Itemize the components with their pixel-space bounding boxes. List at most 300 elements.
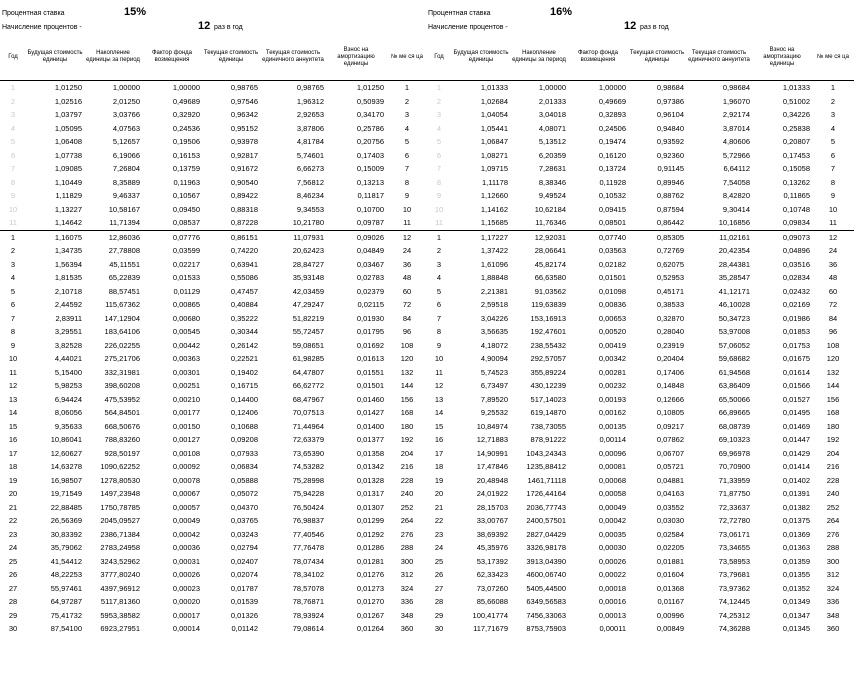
table-cell: 35,28547 — [718, 273, 750, 283]
table-cell: 8 — [436, 327, 442, 337]
table-cell: 0,01368 — [656, 583, 684, 593]
table-cell: 1,88848 — [480, 273, 508, 283]
table-cell: 355,89224 — [530, 367, 566, 377]
col-header-month: № ме ся ца — [812, 34, 854, 81]
table-header-block — [0, 0, 428, 34]
table-cell: 156 — [826, 394, 840, 404]
table-cell: 75,28998 — [292, 475, 324, 485]
table-cell: 0,19402 — [230, 367, 258, 377]
table-cell: 29 — [8, 610, 18, 620]
table-cell: 0,02834 — [782, 273, 810, 283]
table-cell: 0,92817 — [230, 150, 258, 160]
table-cell: 668,50676 — [104, 421, 140, 431]
table-cell: 10,62184 — [534, 204, 566, 214]
table-cell: 5405,44500 — [526, 583, 566, 593]
annual-row — [0, 487, 428, 501]
table-cell: 300 — [400, 556, 414, 566]
annual-row — [0, 474, 428, 488]
table-cell: 4 — [10, 123, 16, 133]
table-cell: 30,83392 — [50, 529, 82, 539]
table-cell: 120 — [826, 354, 840, 364]
table-cell: 27 — [8, 583, 18, 593]
table-cell: 0,01460 — [356, 394, 384, 404]
table-cell: 1,01333 — [782, 83, 810, 93]
table-cell: 11 — [426, 216, 452, 230]
table-cell: 0,98765 — [296, 83, 324, 93]
table-cell: 0,01273 — [356, 583, 384, 593]
table-cell: 20 — [434, 489, 444, 499]
table-cell: 9,49524 — [538, 191, 566, 201]
table-cell: 2,59518 — [480, 300, 508, 310]
table-cell: 71,44964 — [292, 421, 324, 431]
table-cell: 878,91222 — [530, 435, 566, 445]
table-cell: 0,03516 — [782, 259, 810, 269]
table-cell: 0,98684 — [656, 83, 684, 93]
table-cell: 72,72780 — [718, 516, 750, 526]
table-cell: 108 — [826, 340, 840, 350]
table-cell: 1,61096 — [480, 259, 508, 269]
annual-row — [426, 487, 854, 501]
table-cell: 0,86151 — [230, 232, 258, 242]
table-cell: 0,01352 — [782, 583, 810, 593]
table-cell: 66,62772 — [292, 381, 324, 391]
table-cell: 0,20756 — [356, 137, 384, 147]
table-cell: 0,00042 — [598, 516, 626, 526]
table-cell: 20 — [8, 489, 18, 499]
table-cell: 41,54412 — [50, 556, 82, 566]
table-cell: 3,87014 — [722, 123, 750, 133]
table-cell: 1,06408 — [54, 137, 82, 147]
table-cell: 264 — [400, 516, 414, 526]
table-cell: 0,11865 — [783, 191, 810, 201]
table-cell: 65,22839 — [108, 273, 140, 283]
table-cell: 0,20807 — [782, 137, 810, 147]
table-cell: 0,00049 — [598, 502, 626, 512]
table-cell: 0,00031 — [172, 556, 200, 566]
annual-row — [426, 258, 854, 272]
table-cell: 2,92174 — [722, 110, 750, 120]
table-cell: 15 — [8, 421, 18, 431]
table-cell: 1,01250 — [54, 83, 82, 93]
table-cell: 22 — [8, 516, 18, 526]
table-cell: 96 — [402, 327, 412, 337]
table-cell: 24 — [434, 543, 444, 553]
table-cell: 0,01469 — [782, 421, 810, 431]
annual-row — [0, 285, 428, 299]
table-cell: 14 — [8, 408, 18, 418]
table-cell: 7456,33063 — [526, 610, 566, 620]
table-cell: 336 — [400, 597, 414, 607]
table-cell: 51,82219 — [292, 313, 324, 323]
table-cell: 0,01358 — [356, 448, 384, 458]
table-cell: 15 — [434, 421, 444, 431]
table-cell: 0,01328 — [356, 475, 384, 485]
table-cell: 23 — [8, 529, 18, 539]
table-cell: 2,44592 — [54, 300, 82, 310]
annuity-table — [426, 34, 854, 636]
table-cell: 64,47807 — [292, 367, 324, 377]
table-cell: 0,01501 — [598, 273, 626, 283]
table-cell: 78,07434 — [292, 556, 324, 566]
table-cell: 10,58167 — [108, 204, 140, 214]
table-cell: 22 — [434, 516, 444, 526]
table-cell: 0,09415 — [598, 204, 626, 214]
annual-row — [426, 460, 854, 474]
table-cell: 0,00301 — [172, 367, 200, 377]
table-cell: 0,16715 — [230, 381, 258, 391]
table-cell: 3 — [10, 110, 16, 120]
table-cell: 216 — [826, 462, 840, 472]
table-cell: 0,07740 — [598, 232, 626, 242]
table-cell: 0,02182 — [598, 259, 626, 269]
table-cell: 24 — [828, 246, 838, 256]
annual-row — [426, 447, 854, 461]
monthly-row — [0, 95, 428, 109]
table-cell: 73,79681 — [718, 570, 750, 580]
annual-row — [426, 609, 854, 623]
table-cell: 5 — [10, 286, 16, 296]
table-cell: 180 — [400, 421, 414, 431]
table-cell: 117,71679 — [473, 624, 508, 634]
table-cell: 14,63278 — [50, 462, 82, 472]
table-cell: 74,12445 — [718, 597, 750, 607]
annual-row — [0, 244, 428, 258]
table-cell: 76,50424 — [292, 502, 324, 512]
table-cell: 5,13512 — [538, 137, 566, 147]
table-cell: 11,02161 — [719, 232, 750, 242]
table-cell: 1,14642 — [26, 216, 84, 230]
table-cell: 183,64106 — [104, 327, 140, 337]
table-cell: 16 — [8, 435, 18, 445]
table-cell: 0,13759 — [172, 164, 200, 174]
table-cell: 0,10700 — [356, 204, 384, 214]
table-cell: 48,22253 — [50, 570, 82, 580]
table-cell: 288 — [826, 543, 840, 553]
table-cell: 27 — [434, 583, 444, 593]
table-cell: 0,16153 — [172, 150, 200, 160]
rate-value: 16% — [550, 6, 573, 18]
table-cell: 45,11551 — [109, 259, 140, 269]
annual-row — [0, 555, 428, 569]
table-cell: 6 — [10, 150, 16, 160]
table-cell: 1,12660 — [480, 191, 508, 201]
table-cell: 1,03797 — [54, 110, 82, 120]
table-cell: 66,63580 — [534, 273, 566, 283]
table-cell: 0,00162 — [598, 408, 626, 418]
table-cell: 0,07776 — [172, 232, 200, 242]
table-cell: 36 — [828, 259, 838, 269]
table-cell: 2386,71384 — [100, 529, 140, 539]
table-cell: 0,03467 — [356, 259, 384, 269]
table-cell: 0,00026 — [172, 570, 200, 580]
table-cell: 4,07563 — [112, 123, 140, 133]
table-cell: 0,10688 — [230, 421, 258, 431]
col-header-sinking-fund: Фактор фонда возмещения — [568, 34, 628, 81]
table-cell: 11 — [435, 367, 443, 377]
table-cell: 0,04163 — [656, 489, 684, 499]
table-cell: 0,11928 — [599, 177, 626, 187]
table-cell: 10,86041 — [50, 435, 82, 445]
table-cell: 0,06707 — [656, 448, 684, 458]
table-cell: 1 — [830, 83, 836, 93]
table-cell: 2 — [10, 96, 16, 106]
table-cell: 1 — [436, 232, 442, 242]
table-cell: 4,18072 — [480, 340, 508, 350]
table-cell: 0,01675 — [782, 354, 810, 364]
annual-row — [426, 271, 854, 285]
table-cell: 0,01753 — [782, 340, 810, 350]
table-cell: 4 — [436, 273, 442, 283]
table-cell: 72 — [402, 300, 412, 310]
annual-row — [426, 352, 854, 366]
table-cell: 59,68682 — [718, 354, 750, 364]
table-cell: 2 — [404, 96, 410, 106]
table-cell: 3243,52962 — [100, 556, 140, 566]
table-cell: 0,01281 — [356, 556, 384, 566]
table-cell: 1,17227 — [480, 232, 508, 242]
table-cell: 0,01414 — [782, 462, 810, 472]
table-cell: 928,50197 — [104, 448, 140, 458]
table-cell: 6,64112 — [723, 164, 750, 174]
annual-row — [0, 582, 428, 596]
table-cell: 73,97362 — [718, 583, 750, 593]
table-cell: 1,56394 — [54, 259, 82, 269]
table-cell: 26 — [434, 570, 444, 580]
table-cell: 2 — [436, 96, 442, 106]
table-cell: 1235,88412 — [526, 462, 566, 472]
table-cell: 0,09073 — [782, 232, 810, 242]
table-cell: 238,55432 — [530, 340, 566, 350]
table-cell: 27,78808 — [108, 246, 140, 256]
table-cell: 1,04054 — [480, 110, 508, 120]
table-cell: 226,02255 — [104, 340, 140, 350]
table-cell: 0,50939 — [356, 96, 384, 106]
table-cell: 0,25838 — [782, 123, 810, 133]
table-cell: 2036,77743 — [526, 502, 566, 512]
table-cell: 0,00078 — [172, 475, 200, 485]
table-cell: 144 — [400, 381, 414, 391]
table-cell: 0,04370 — [230, 502, 258, 512]
annual-row — [426, 244, 854, 258]
table-cell: 23 — [434, 529, 444, 539]
annual-row — [0, 379, 428, 393]
table-cell: 0,10532 — [598, 191, 626, 201]
table-cell: 0,01363 — [782, 543, 810, 553]
table-cell: 2 — [436, 246, 442, 256]
table-cell: 17 — [434, 448, 444, 458]
table-cell: 0,00114 — [599, 435, 626, 445]
table-cell: 348 — [826, 610, 840, 620]
table-cell: 132 — [400, 367, 414, 377]
annual-row — [426, 528, 854, 542]
table-cell: 0,10805 — [656, 408, 684, 418]
table-cell: 324 — [826, 583, 840, 593]
table-cell: 0,00419 — [598, 340, 626, 350]
table-cell: 0,91672 — [230, 164, 258, 174]
table-cell: 78,57078 — [292, 583, 324, 593]
annual-rows — [426, 230, 854, 636]
table-cell: 72,33637 — [718, 502, 750, 512]
table-cell: 10,16856 — [686, 216, 752, 230]
table-cell: 8 — [10, 177, 16, 187]
table-cell: 3,56635 — [480, 327, 508, 337]
table-cell: 0,01692 — [356, 340, 384, 350]
table-cell: 0,01270 — [356, 597, 384, 607]
table-cell: 2,10718 — [54, 286, 82, 296]
table-cell: 59,08651 — [292, 340, 324, 350]
table-cell: 64,97287 — [50, 597, 82, 607]
annual-row — [0, 420, 428, 434]
table-cell: 11 — [812, 216, 854, 230]
table-cell: 0,49669 — [598, 96, 626, 106]
table-cell: 1278,80530 — [100, 475, 140, 485]
table-cell: 10 — [434, 354, 444, 364]
table-cell: 11 — [0, 216, 26, 230]
table-cell: 0,90540 — [230, 177, 258, 187]
monthly-row — [0, 108, 428, 122]
monthly-row — [0, 203, 428, 217]
table-cell: 21 — [434, 502, 444, 512]
table-cell: 0,05072 — [230, 489, 258, 499]
table-cell: 5953,38582 — [100, 610, 140, 620]
table-cell: 3 — [404, 110, 410, 120]
table-cell: 0,01447 — [782, 435, 810, 445]
table-cell: 0,01495 — [782, 408, 810, 418]
table-cell: 0,03243 — [230, 529, 258, 539]
table-cell: 0,00520 — [598, 327, 626, 337]
table-cell: 61,94568 — [718, 367, 750, 377]
col-header-amortization: Взнос на амортизацию единицы — [752, 34, 812, 81]
table-cell: 0,32920 — [172, 110, 200, 120]
table-cell: 0,14848 — [656, 381, 684, 391]
table-cell: 73,07260 — [476, 583, 508, 593]
table-header-block — [426, 0, 854, 34]
table-cell: 0,11963 — [173, 177, 200, 187]
table-cell: 0,23919 — [656, 340, 684, 350]
table-cell: 61,98285 — [292, 354, 324, 364]
table-cell: 1,09715 — [480, 164, 508, 174]
table-cell: 0,01400 — [356, 421, 384, 431]
table-cell: 0,01129 — [173, 286, 200, 296]
table-cell: 77,40546 — [292, 529, 324, 539]
table-cell: 5 — [830, 137, 836, 147]
table-cell: 0,00836 — [598, 300, 626, 310]
table-cell: 0,01930 — [356, 313, 384, 323]
table-cell: 8 — [830, 177, 836, 187]
monthly-row — [0, 81, 428, 95]
table-cell: 4,44021 — [54, 354, 82, 364]
table-cell: 0,00135 — [598, 421, 626, 431]
table-cell: 332,31981 — [104, 367, 140, 377]
table-cell: 30 — [434, 624, 444, 634]
table-cell: 252 — [400, 502, 414, 512]
table-cell: 70,70900 — [718, 462, 750, 472]
annual-rows — [0, 230, 428, 636]
table-cell: 312 — [400, 570, 414, 580]
monthly-rows — [426, 81, 854, 231]
table-cell: 8,06056 — [54, 408, 82, 418]
table-cell: 9,34553 — [296, 204, 324, 214]
accrual-label: Начисление процентов - — [428, 24, 508, 31]
table-cell: 75,41732 — [50, 610, 82, 620]
table-cell: 0,09217 — [656, 421, 684, 431]
table-cell: 0,52953 — [656, 273, 684, 283]
table-cell: 1043,24343 — [526, 448, 566, 458]
monthly-row — [426, 149, 854, 163]
table-cell: 0,22521 — [230, 354, 258, 364]
table-cell: 11 — [9, 367, 17, 377]
table-cell: 10 — [402, 204, 412, 214]
monthly-row — [426, 176, 854, 190]
table-cell: 12,92031 — [534, 232, 566, 242]
table-cell: 0,26142 — [230, 340, 258, 350]
annual-row — [0, 339, 428, 353]
table-cell: 5 — [404, 137, 410, 147]
table-cell: 3777,80240 — [100, 570, 140, 580]
table-cell: 12 — [828, 232, 838, 242]
table-cell: 1,16075 — [54, 232, 82, 242]
annual-row — [426, 379, 854, 393]
table-cell: 1,00000 — [538, 83, 566, 93]
monthly-row — [426, 216, 854, 230]
table-cell: 0,04849 — [356, 246, 384, 256]
table-cell: 0,12666 — [656, 394, 684, 404]
table-cell: 12 — [402, 232, 412, 242]
table-cell: 360 — [826, 624, 840, 634]
table-cell: 9,30414 — [722, 204, 750, 214]
table-cell: 0,93978 — [230, 137, 258, 147]
table-cell: 35,93148 — [292, 273, 324, 283]
table-cell: 0,01402 — [782, 475, 810, 485]
table-cell: 20,42354 — [718, 246, 750, 256]
col-header-present-value: Текущая стоимость единицы — [202, 34, 260, 81]
table-cell: 28,44381 — [718, 259, 750, 269]
table-cell: 8,42820 — [722, 191, 750, 201]
table-cell: 8 — [404, 177, 410, 187]
table-cell: 264 — [826, 516, 840, 526]
annual-row — [426, 366, 854, 380]
table-cell: 47,29247 — [292, 300, 324, 310]
table-cell: 0,00096 — [598, 448, 626, 458]
table-cell: 9,46337 — [112, 191, 140, 201]
annual-row — [0, 271, 428, 285]
table-cell: 0,00081 — [598, 462, 626, 472]
table-cell: 0,89422 — [230, 191, 258, 201]
table-cell: 10,84974 — [476, 421, 508, 431]
annual-row — [0, 447, 428, 461]
table-cell: 0,24506 — [598, 123, 626, 133]
col-header-future-value: Будущая стоимость единицы — [26, 34, 84, 81]
monthly-row — [0, 189, 428, 203]
table-cell: 73,34655 — [718, 543, 750, 553]
annual-row — [426, 582, 854, 596]
table-cell: 8 — [436, 177, 442, 187]
table-cell: 8753,75903 — [526, 624, 566, 634]
accrual-periods: 12 — [624, 20, 637, 32]
table-cell: 275,21706 — [104, 354, 140, 364]
table-cell: 0,17453 — [782, 150, 810, 160]
table-cell: 8 — [10, 327, 16, 337]
table-cell: 0,01566 — [782, 381, 810, 391]
table-cell: 0,91145 — [657, 164, 684, 174]
table-cell: 0,01614 — [782, 367, 810, 377]
table-cell: 69,10323 — [718, 435, 750, 445]
table-cell: 1,05441 — [480, 123, 508, 133]
table-cell: 9,35633 — [54, 421, 82, 431]
table-cell: 0,00251 — [172, 381, 200, 391]
annual-row — [0, 460, 428, 474]
table-cell: 50,34723 — [718, 313, 750, 323]
